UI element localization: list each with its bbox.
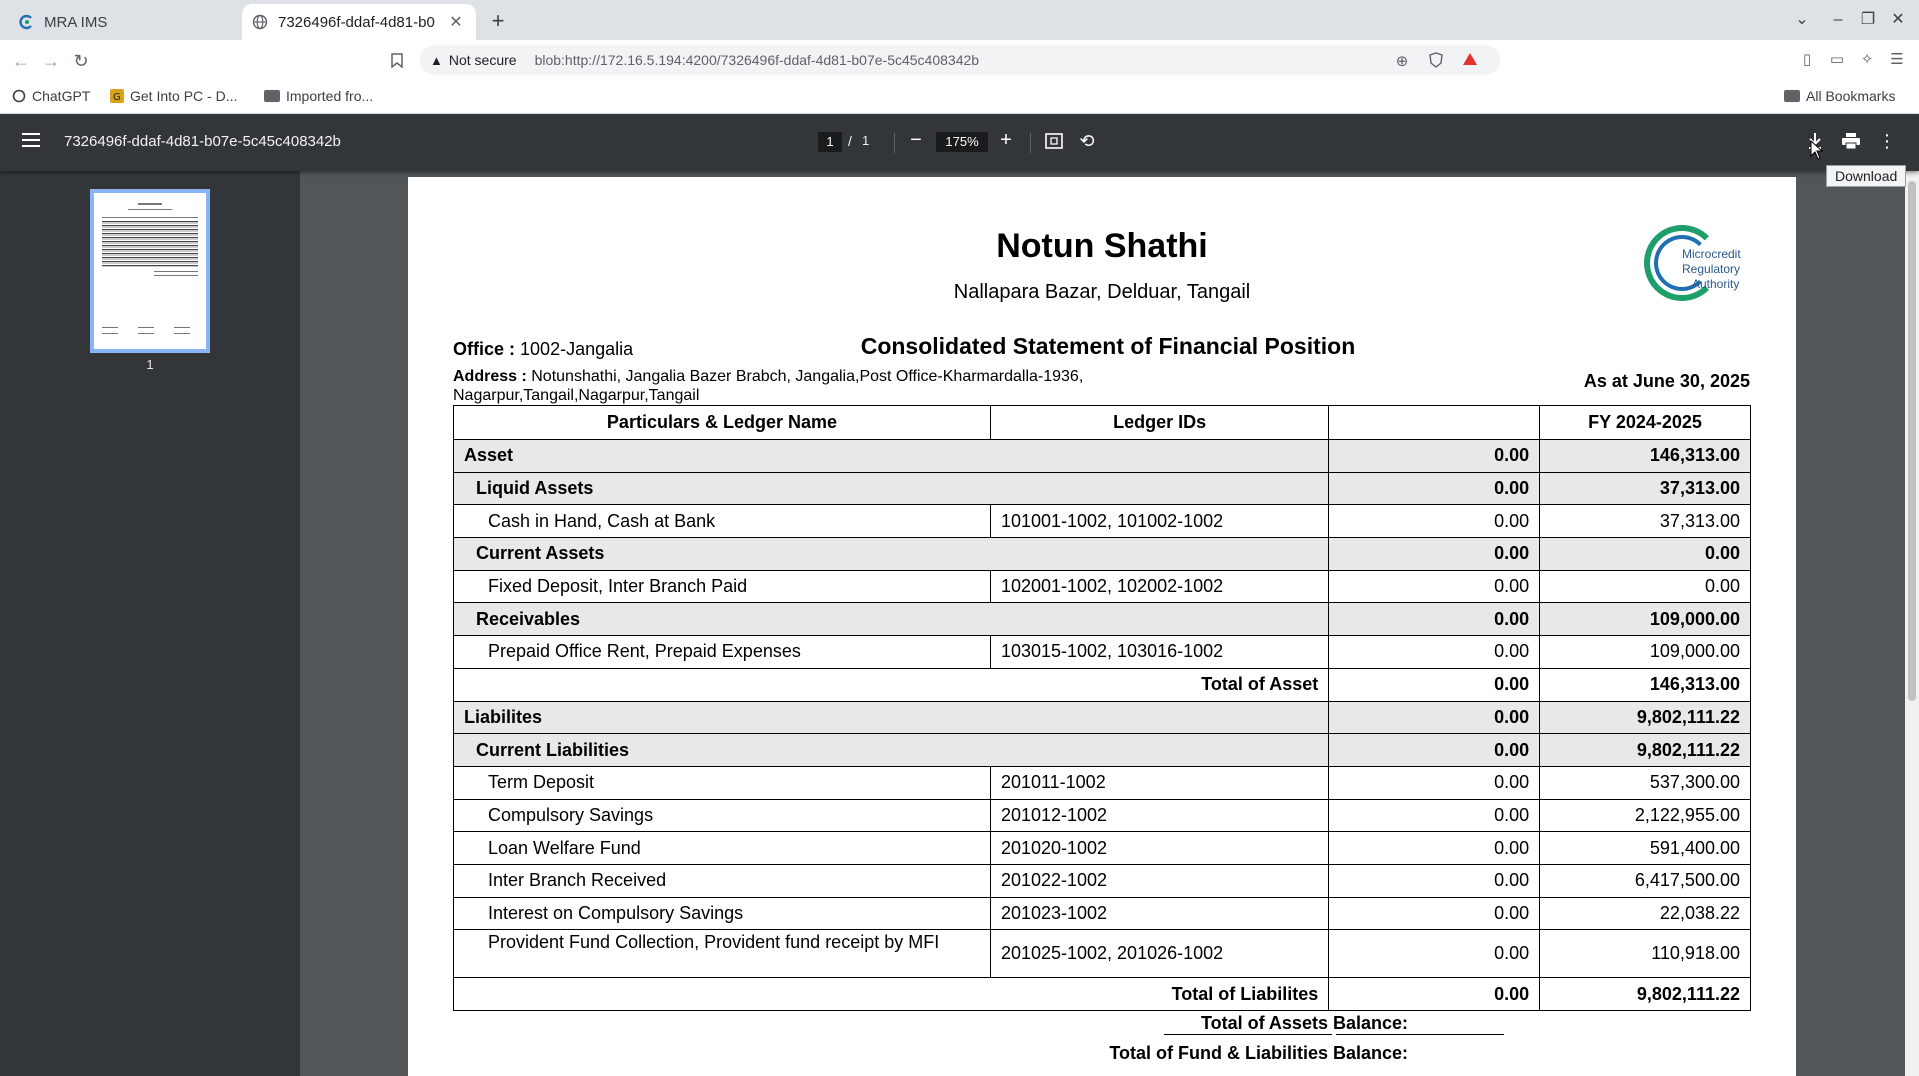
row-ledger-ids: 102001-1002, 102002-1002 (990, 570, 1328, 603)
tab-strip (0, 0, 1919, 40)
row-ledger-ids: 201012-1002 (990, 799, 1328, 832)
bookmark-imported-folder[interactable] (264, 88, 373, 104)
brave-shield-icon[interactable] (1426, 52, 1446, 72)
row-previous-value: 0.00 (1329, 570, 1540, 603)
row-ledger-ids: 201011-1002 (990, 766, 1328, 799)
row-previous-value: 0.00 (1329, 864, 1540, 897)
row-previous-value: 0.00 (1329, 636, 1540, 669)
row-current-value: 109,000.00 (1540, 636, 1751, 669)
address-value: Notunshathi, Jangalia Bazer Brabch, Jangalia,Post Office-Kharmardalla-1936, (531, 368, 1084, 385)
zoom-in-icon[interactable]: + (1000, 129, 1012, 151)
row-group-name: Liquid Assets (454, 472, 1329, 505)
row-previous-value: 0.00 (1329, 538, 1540, 571)
thumb-line (138, 327, 154, 328)
scrollbar-thumb[interactable] (1908, 181, 1916, 701)
pdf-file-name: 7326496f-ddaf-4d81-b07e-5c45c408342b (64, 133, 341, 150)
thumb-line (154, 275, 198, 276)
logo-text-line: Microcredit (1682, 247, 1741, 261)
bookmark-icon[interactable] (384, 48, 410, 74)
all-bookmarks-label: All Bookmarks (1806, 88, 1896, 104)
row-ledger-name: Prepaid Office Rent, Prepaid Expenses (454, 636, 991, 669)
col-header-previous (1329, 406, 1540, 440)
table-row (454, 636, 1751, 669)
thumb-line (102, 217, 198, 218)
address-label: Address : (453, 368, 527, 385)
row-current-value: 9,802,111.22 (1540, 734, 1751, 767)
col-header-ledger-ids: Ledger IDs (990, 406, 1328, 440)
forward-arrow-icon[interactable]: → (42, 51, 60, 71)
page-separator: / (848, 133, 852, 149)
reload-icon[interactable]: ↻ (73, 51, 89, 71)
table-row (454, 897, 1751, 930)
table-row (454, 930, 1751, 978)
address-value-line2: Nagarpur,Tangail,Nagarpur,Tangail (453, 387, 700, 404)
row-current-value: 109,000.00 (1540, 603, 1751, 636)
row-previous-value: 0.00 (1329, 766, 1540, 799)
total-fund-liabilities-balance-label: Total of Fund & Liabilities Balance: (1109, 1043, 1408, 1063)
sidebar-panel-icon[interactable]: ▯ (1802, 51, 1812, 68)
tab-mra-ims[interactable] (8, 4, 240, 40)
row-ledger-ids: 201020-1002 (990, 832, 1328, 865)
thumb-line (138, 333, 154, 334)
row-ledger-name: Inter Branch Received (454, 864, 991, 897)
pdf-canvas[interactable] (300, 171, 1905, 1076)
col-header-fy: FY 2024-2025 (1540, 406, 1751, 440)
print-icon[interactable] (1840, 131, 1862, 154)
table-row (454, 538, 1751, 571)
row-total-label: Total of Asset (454, 668, 1329, 701)
row-previous-value: 0.00 (1329, 701, 1540, 734)
mra-logo (1644, 223, 1754, 303)
thumb-line (174, 327, 190, 328)
total-assets-balance-label: Total of Assets Balance: (1200, 1013, 1408, 1033)
logo-text (1682, 247, 1741, 292)
row-ledger-ids: 201025-1002, 201026-1002 (990, 930, 1328, 978)
row-previous-value: 0.00 (1329, 897, 1540, 930)
thumb-line (174, 333, 190, 334)
row-current-value: 0.00 (1540, 570, 1751, 603)
mra-favicon-icon (18, 14, 34, 30)
pdf-toolbar (0, 115, 1919, 171)
row-previous-value: 0.00 (1329, 978, 1540, 1011)
bookmark-get-into-pc[interactable] (110, 88, 237, 104)
thumb-line (102, 327, 118, 328)
bookmark-label: Get Into PC - D... (130, 88, 238, 104)
leo-ai-icon[interactable]: ✧ (1860, 51, 1874, 68)
address-bar[interactable] (420, 45, 1500, 75)
tab-search-chevron-icon[interactable]: ⌄ (1795, 11, 1809, 28)
logo-text-line: Regulatory (1682, 262, 1741, 276)
bookmarks-bar (0, 80, 1919, 114)
row-current-value: 6,417,500.00 (1540, 864, 1751, 897)
warning-icon[interactable]: ▲ (430, 52, 443, 68)
table-row (454, 734, 1751, 767)
row-ledger-name: Loan Welfare Fund (454, 832, 991, 865)
wallet-icon[interactable]: ▭ (1829, 51, 1845, 68)
row-previous-value: 0.00 (1329, 668, 1540, 701)
table-row (454, 832, 1751, 865)
svg-text:G: G (113, 92, 121, 103)
zoom-input[interactable]: 175% (936, 132, 988, 152)
row-ledger-ids: 201022-1002 (990, 864, 1328, 897)
row-ledger-name: Provident Fund Collection, Provident fund receipt by MFI (454, 930, 991, 978)
row-previous-value: 0.00 (1329, 930, 1540, 978)
more-options-icon[interactable]: ⋮ (1878, 131, 1896, 151)
folder-icon (1784, 90, 1800, 102)
row-group-name: Liabilites (454, 701, 1329, 734)
browser-toolbar (0, 40, 1919, 80)
row-ledger-name: Compulsory Savings (454, 799, 991, 832)
row-current-value: 37,313.00 (1540, 472, 1751, 505)
page-number-input[interactable]: 1 (818, 132, 842, 152)
table-row (454, 766, 1751, 799)
fit-page-icon[interactable] (1043, 131, 1065, 154)
row-current-value: 537,300.00 (1540, 766, 1751, 799)
minimize-icon[interactable]: – (1833, 11, 1843, 28)
table-row (454, 799, 1751, 832)
toolbar-divider (1030, 133, 1031, 153)
hamburger-menu-icon[interactable] (22, 133, 40, 147)
row-ledger-name: Fixed Deposit, Inter Branch Paid (454, 570, 991, 603)
tab-title: MRA IMS (44, 13, 108, 31)
table-row (454, 440, 1751, 473)
new-tab-button[interactable]: + (491, 8, 505, 33)
row-previous-value: 0.00 (1329, 799, 1540, 832)
row-previous-value: 0.00 (1329, 734, 1540, 767)
table-row (454, 472, 1751, 505)
thumb-line (154, 271, 198, 272)
balance-underline (1336, 1034, 1504, 1035)
row-ledger-ids: 201023-1002 (990, 897, 1328, 930)
row-group-name: Current Liabilities (454, 734, 1329, 767)
row-previous-value: 0.00 (1329, 603, 1540, 636)
tab-title: 7326496f-ddaf-4d81-b0 (278, 13, 435, 31)
row-total-label: Total of Liabilites (454, 978, 1329, 1011)
row-group-name: Receivables (454, 603, 1329, 636)
row-current-value: 9,802,111.22 (1540, 978, 1751, 1011)
vertical-scrollbar[interactable] (1905, 171, 1919, 1076)
row-ledger-name: Term Deposit (454, 766, 991, 799)
security-label[interactable]: Not secure (448, 52, 517, 68)
chatgpt-icon (12, 89, 26, 103)
as-at-date: As at June 30, 2025 (1583, 371, 1750, 391)
bookmark-label: ChatGPT (32, 88, 91, 104)
back-arrow-icon[interactable]: ← (12, 51, 30, 71)
page-total: 1 (862, 133, 870, 148)
row-current-value: 591,400.00 (1540, 832, 1751, 865)
thumb-line (138, 203, 162, 205)
all-bookmarks[interactable] (1784, 88, 1895, 104)
row-previous-value: 0.00 (1329, 505, 1540, 538)
table-row (454, 603, 1751, 636)
row-group-name: Current Assets (454, 538, 1329, 571)
row-current-value: 110,918.00 (1540, 930, 1751, 978)
row-current-value: 9,802,111.22 (1540, 701, 1751, 734)
logo-text-line: Authority (1692, 277, 1740, 291)
row-previous-value: 0.00 (1329, 440, 1540, 473)
thumbnail-page-number: 1 (146, 357, 154, 372)
balance-underline (1164, 1034, 1332, 1035)
close-tab-icon[interactable]: ✕ (449, 14, 463, 31)
row-previous-value: 0.00 (1329, 472, 1540, 505)
col-header-particulars: Particulars & Ledger Name (454, 406, 991, 440)
table-row (454, 505, 1751, 538)
toolbar-divider (894, 133, 895, 153)
zoom-icon[interactable]: ⊕ (1395, 53, 1409, 70)
row-group-name: Asset (454, 440, 1329, 473)
table-body (454, 440, 1751, 1011)
mouse-cursor-icon (1810, 140, 1824, 160)
row-current-value: 2,122,955.00 (1540, 799, 1751, 832)
row-current-value: 146,313.00 (1540, 668, 1751, 701)
row-ledger-ids: 101001-1002, 101002-1002 (990, 505, 1328, 538)
tab-pdf[interactable] (242, 4, 476, 40)
bookmark-label: Imported fro... (286, 88, 374, 104)
row-current-value: 22,038.22 (1540, 897, 1751, 930)
bookmark-chatgpt[interactable] (12, 88, 90, 104)
organization-name: Notun Shathi (996, 227, 1208, 265)
statement-title: Consolidated Statement of Financial Position (860, 333, 1356, 359)
pdf-page (408, 177, 1796, 1076)
table-row (454, 570, 1751, 603)
folder-icon (264, 90, 280, 102)
thumb-line (128, 209, 172, 210)
row-current-value: 146,313.00 (1540, 440, 1751, 473)
main-menu-icon[interactable]: ☰ (1890, 51, 1904, 68)
getintopc-icon (110, 89, 124, 103)
page-thumbnail[interactable] (90, 189, 210, 353)
brave-rewards-icon[interactable] (1460, 52, 1480, 70)
thumb-line (102, 333, 118, 334)
row-previous-value: 0.00 (1329, 832, 1540, 865)
office-label: Office : (453, 339, 516, 359)
thumbnail-sidebar (0, 171, 300, 1076)
table-header-row (454, 406, 1751, 440)
row-current-value: 0.00 (1540, 538, 1751, 571)
address-block (453, 367, 1153, 405)
row-current-value: 37,313.00 (1540, 505, 1751, 538)
globe-icon (252, 14, 268, 30)
table-row (454, 701, 1751, 734)
row-ledger-name: Interest on Compulsory Savings (454, 897, 991, 930)
office-line (453, 339, 633, 360)
restore-icon[interactable]: ❐ (1860, 11, 1876, 28)
table-row (454, 864, 1751, 897)
thumb-table (102, 221, 198, 267)
table-row (454, 668, 1751, 701)
rotate-icon[interactable]: ⟲ (1079, 131, 1095, 151)
download-tooltip: Download (1826, 165, 1906, 187)
office-value: 1002-Jangalia (520, 339, 634, 359)
table-row (454, 978, 1751, 1011)
close-window-icon[interactable]: ✕ (1891, 11, 1905, 28)
row-ledger-ids: 103015-1002, 103016-1002 (990, 636, 1328, 669)
zoom-out-icon[interactable]: − (910, 129, 922, 151)
financial-position-table (453, 405, 1751, 1011)
url-text[interactable]: blob:http://172.16.5.194:4200/7326496f-ddaf-4d81-b07e-5c45c408342b (534, 52, 980, 68)
row-ledger-name: Cash in Hand, Cash at Bank (454, 505, 991, 538)
organization-address: Nallapara Bazar, Delduar, Tangail (953, 281, 1251, 303)
